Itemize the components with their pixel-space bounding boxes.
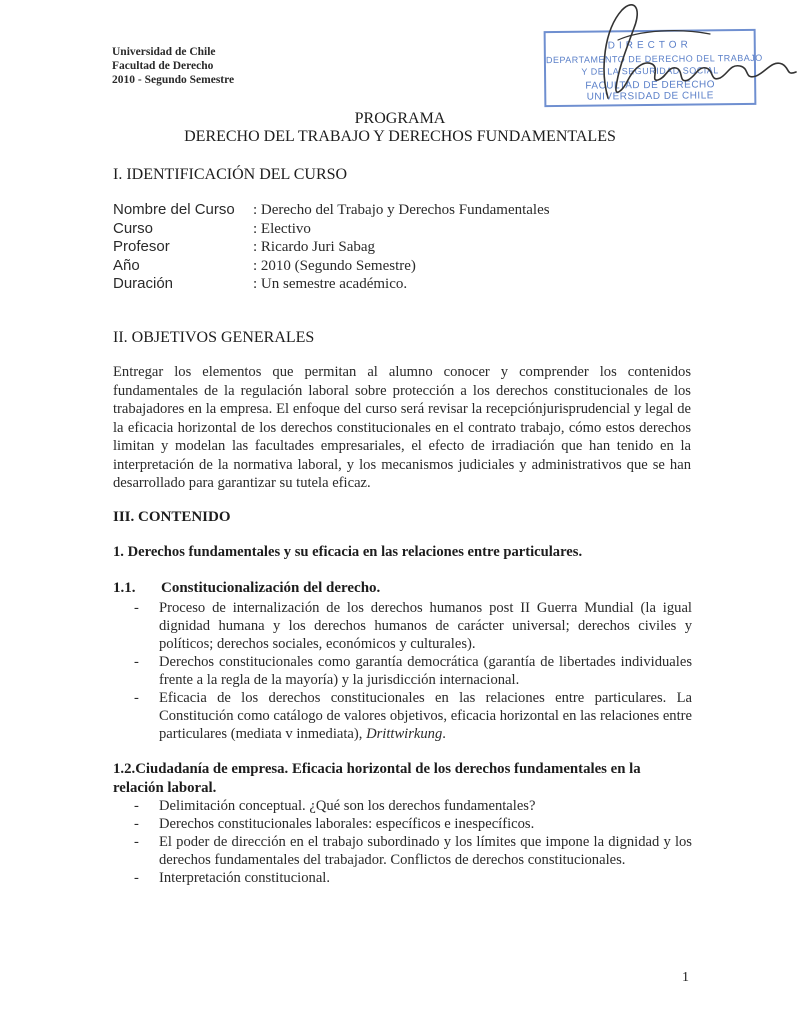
list-item-text: Derechos constitucionales laborales: específicos e inespecíficos. bbox=[159, 816, 535, 832]
list-item bbox=[134, 599, 692, 653]
info-row-name bbox=[113, 201, 550, 220]
section-heading-identification: I. IDENTIFICACIÓN DEL CURSO bbox=[113, 166, 348, 183]
header-semester: 2010 - Segundo Semestre bbox=[112, 74, 235, 86]
list-item-text: Eficacia de los derechos constitucionales en las relaciones entre particulares. La Constitución como catálogo de valores objetivos, eficacia horizontal en las relaciones entre particulares (mediata v inmediata), bbox=[159, 690, 692, 742]
list-item bbox=[134, 797, 692, 815]
section-heading-objectives: II. OBJETIVOS GENERALES bbox=[113, 329, 315, 346]
list-item bbox=[134, 689, 692, 743]
subsection-1-1-heading bbox=[113, 580, 380, 597]
list-item-text: Delimitación conceptual. ¿Qué son los derechos fundamentales? bbox=[159, 798, 536, 814]
dash-bullet: - bbox=[134, 798, 139, 814]
stamp-line-department: DEPARTAMENTO DE DERECHO DEL TRABAJO bbox=[545, 52, 763, 66]
dash-bullet: - bbox=[134, 816, 139, 832]
info-label: Curso bbox=[113, 219, 154, 237]
info-row-year bbox=[113, 257, 550, 276]
info-label: Nombre del Curso bbox=[113, 201, 235, 218]
course-info-table bbox=[113, 201, 550, 294]
list-item-end: . bbox=[442, 726, 446, 742]
section-heading-content: III. CONTENIDO bbox=[113, 509, 231, 525]
institution-header bbox=[112, 45, 234, 87]
info-value: : 2010 (Segundo Semestre) bbox=[253, 257, 416, 274]
info-label: Año bbox=[113, 256, 140, 274]
subsection-1-2-list bbox=[134, 797, 692, 887]
list-item-text: Proceso de internalización de los derechos humanos post II Guerra Mundial (la igual dignidad humana y los derechos humanos de carácter universal; derechos civiles y políticos; derechos sociales, económicos y culturales). bbox=[159, 600, 692, 652]
header-faculty: Facultad de Derecho bbox=[112, 60, 214, 72]
info-row-duration bbox=[113, 275, 550, 294]
course-title: DERECHO DEL TRABAJO Y DERECHOS FUNDAMENTALES bbox=[184, 128, 616, 145]
dash-bullet: - bbox=[134, 870, 139, 886]
list-item-text: Interpretación constitucional. bbox=[159, 870, 331, 886]
info-label: Profesor bbox=[113, 238, 170, 255]
list-item bbox=[134, 653, 692, 689]
list-item bbox=[134, 833, 692, 869]
stamp-line-department-cont: Y DE LA SEGURIDAD SOCIAL bbox=[581, 65, 719, 77]
list-item-text: El poder de dirección en el trabajo subordinado y los límites que impone la dignidad y los derechos fundamentales del trabajador. Conflictos de derechos constitucionales. bbox=[159, 834, 692, 868]
page-number: 1 bbox=[682, 970, 689, 985]
subsection-1-2-heading: 1.2.Ciudadanía de empresa. Eficacia horizontal de los derechos fundamentales en la relación laboral. bbox=[113, 761, 641, 796]
program-label: PROGRAMA bbox=[354, 110, 446, 127]
stamp-line-director: DIRECTOR bbox=[607, 39, 692, 52]
info-value: : Ricardo Juri Sabag bbox=[253, 239, 376, 255]
info-value: : Derecho del Trabajo y Derechos Fundamentales bbox=[253, 202, 550, 218]
list-item-text: Derechos constitucionales como garantía democrática (garantía de libertades individuales frente a la regla de la mayoría) y la jurisdicción internacional. bbox=[159, 654, 692, 688]
subsection-title: Constitucionalización del derecho. bbox=[161, 580, 381, 596]
handwritten-signature bbox=[560, 0, 800, 110]
info-row-professor bbox=[113, 238, 550, 257]
dash-bullet: - bbox=[134, 600, 139, 616]
info-label: Duración bbox=[113, 275, 174, 292]
info-value: : Un semestre académico. bbox=[253, 276, 408, 292]
dash-bullet: - bbox=[134, 690, 139, 706]
list-item bbox=[134, 815, 692, 833]
subsection-1-1-list bbox=[134, 599, 692, 743]
info-row-type bbox=[113, 220, 550, 239]
italic-term: Drittwirkung bbox=[366, 726, 443, 742]
subsection-1-title: 1. Derechos fundamentales y su eficacia en las relaciones entre particulares. bbox=[113, 544, 583, 560]
dash-bullet: - bbox=[134, 654, 139, 670]
info-value: : Electivo bbox=[253, 220, 311, 237]
list-item bbox=[134, 869, 692, 887]
header-university: Universidad de Chile bbox=[112, 46, 216, 58]
dash-bullet: - bbox=[134, 834, 139, 850]
objectives-paragraph: Entregar los elementos que permitan al alumno conocer y comprender los contenidos fundamentales de la regulación laboral sobre protección a los derechos constitucionales de los trabajadores en la empresa. El enfoque del curso será revisar la recepciónjurisprudencial y legal de la eficacia horizontal de los derechos constitucionales en el contrato trabajo, cómo estos derechos limitan y modelan las facultades empresariales, el efecto de irradiación que han tenido en la interpretación de la normativa laboral, y los mecanismos judiciales y administrativos que se han desarrollado para garantizar su tutela eficaz. bbox=[113, 364, 691, 491]
stamp-line-university: UNIVERSIDAD DE CHILE bbox=[586, 90, 714, 103]
stamp-line-faculty: FACULTAD DE DERECHO bbox=[585, 79, 716, 92]
subsection-number: 1.1. bbox=[113, 580, 136, 596]
